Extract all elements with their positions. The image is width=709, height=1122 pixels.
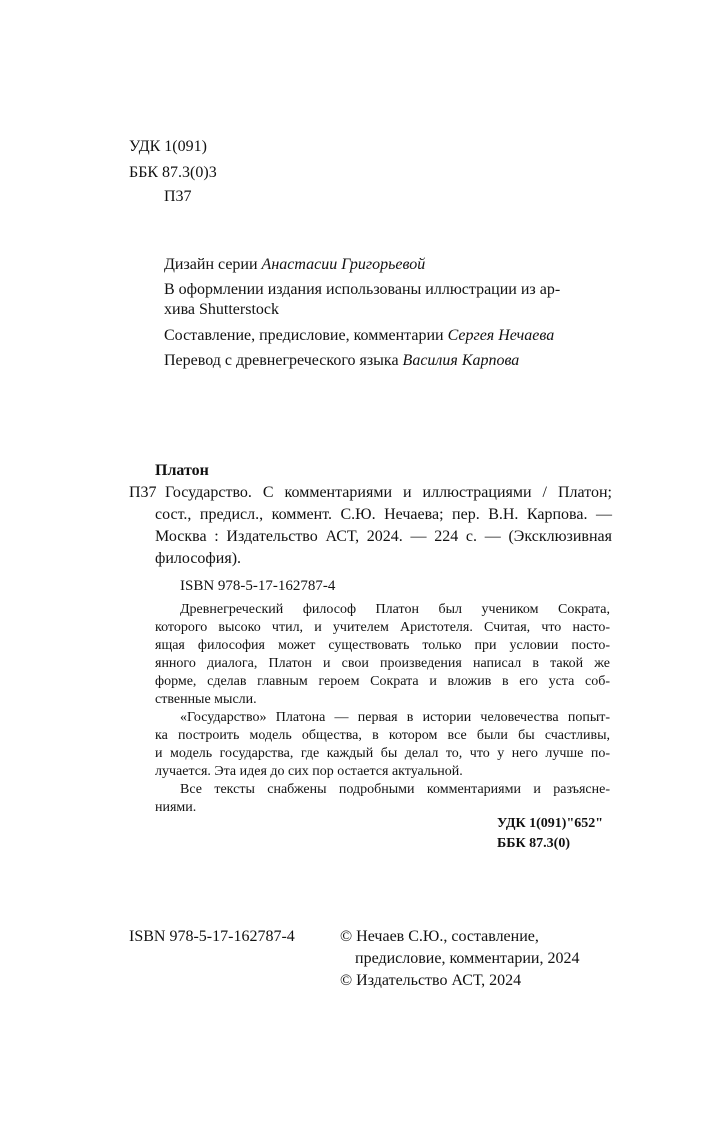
udk-code: УДК 1(091) — [129, 138, 207, 155]
catalog-line-3: Москва : Издательство АСТ, 2024. — 224 с. — (Эксклюзивная — [155, 528, 612, 545]
translation-credit-label: Перевод с древнегреческого языка — [164, 352, 403, 369]
translation-credit — [164, 352, 519, 370]
compiler-credit-label: Составление, предисловие, комментарии — [164, 327, 448, 344]
bbk-code: ББК 87.3(0)3 — [129, 164, 217, 181]
compiler-name: Сергея Нечаева — [447, 327, 555, 344]
copyright-compiler-line2: предисловие, комментарии, 2024 — [355, 950, 580, 967]
compiler-credit — [164, 327, 554, 345]
abstract-line: Все тексты снабжены подробными комментариями и разъясне- — [180, 782, 610, 797]
abstract-line: «Государство» Платона — первая в истории человечества попыт- — [180, 710, 610, 725]
copyright-publisher: © Издательство АСТ, 2024 — [340, 972, 522, 989]
translator-name: Василия Карпова — [402, 352, 520, 369]
abstract-line: ка построить модель общества, в котором все были бы счастливы, — [155, 728, 610, 743]
catalog-line-2: сост., предисл., коммент. С.Ю. Нечаева; пер. В.Н. Карпова. — — [155, 506, 612, 523]
catalog-line-4: философия). — [155, 550, 242, 567]
author-mark: П37 — [164, 188, 192, 205]
catalog-author: Платон — [155, 462, 209, 479]
copyright-compiler-line1: © Нечаев С.Ю., составление, — [340, 928, 539, 945]
abstract-line: ственные мысли. — [155, 692, 257, 707]
abstract-line: янного диалога, Платон и свои произведения написал в такой же — [155, 656, 610, 671]
abstract-line: которого высоко чтил, и учителем Аристотеля. Считая, что насто- — [155, 620, 610, 635]
abstract-line: ящая философия может существовать только при условии посто- — [155, 638, 610, 653]
illustrations-credit-line2: хива Shutterstock — [164, 301, 279, 318]
abstract-line: ниями. — [155, 800, 197, 815]
abstract-line: и модель государства, где каждый бы делал то, что у него лучше по- — [155, 746, 610, 761]
abstract-line: форме, сделав главным героем Сократа и вложив в его уста соб- — [155, 674, 610, 689]
design-credit-label: Дизайн серии — [164, 256, 262, 273]
footer-isbn: ISBN 978-5-17-162787-4 — [129, 928, 295, 945]
catalog-mark: П37 — [129, 484, 157, 501]
abstract-line: Древнегреческий философ Платон был учеником Сократа, — [180, 602, 610, 617]
designer-name: Анастасии Григорьевой — [261, 256, 426, 273]
catalog-line-1: Государство. С комментариями и иллюстрациями / Платон; — [165, 484, 612, 501]
illustrations-credit-line1: В оформлении издания использованы иллюстрации из ар- — [164, 281, 561, 298]
catalog-udk: УДК 1(091)"652" — [497, 816, 604, 831]
design-credit — [164, 256, 425, 274]
abstract-line: лучается. Эта идея до сих пор остается актуальной. — [155, 764, 463, 779]
catalog-isbn: ISBN 978-5-17-162787-4 — [180, 578, 336, 594]
catalog-bbk: ББК 87.3(0) — [497, 836, 570, 851]
